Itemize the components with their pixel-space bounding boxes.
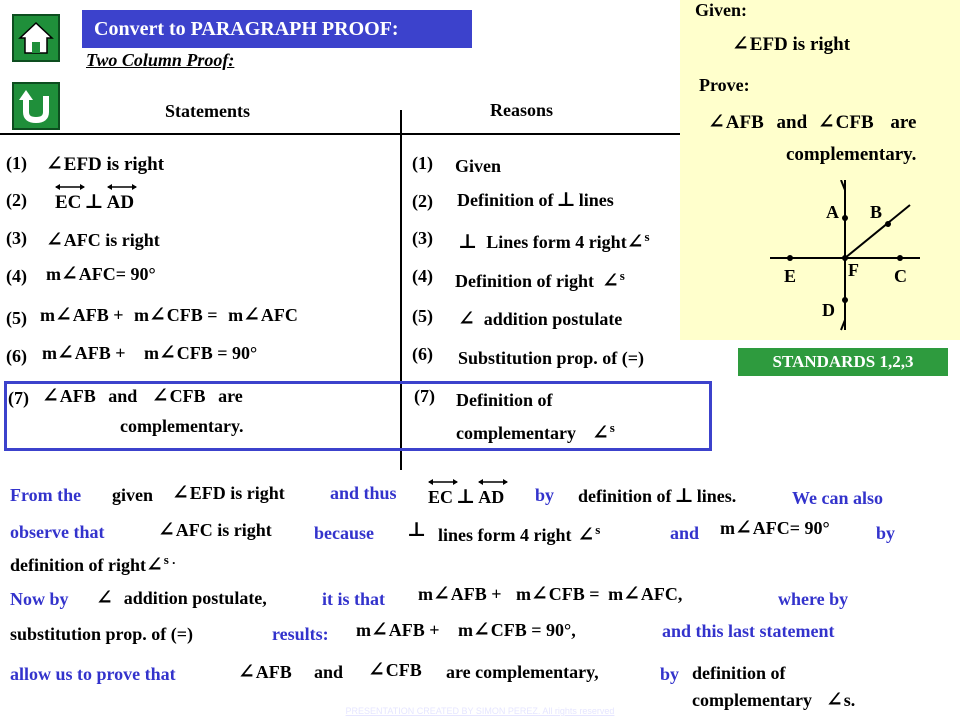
point-label-a: A — [826, 202, 839, 222]
perpendicular-icon: ⊥ — [456, 486, 476, 508]
reason-number-6: (6) — [412, 344, 433, 364]
para-by-1: by — [535, 485, 555, 505]
line-arrow-icon — [428, 478, 458, 486]
reasons-header: Reasons — [490, 100, 554, 120]
para-by-3: by — [660, 664, 680, 684]
statement-number-3: (3) — [6, 228, 27, 248]
statement-4: m∠AFC= 90° — [46, 263, 156, 285]
para-now-by: Now by — [10, 589, 69, 609]
angle-icon: ∠ — [46, 229, 63, 251]
reason-number-7: (7) — [414, 386, 435, 406]
home-button[interactable] — [12, 14, 60, 62]
statements-header: Statements — [165, 101, 250, 121]
angle-icon: ∠ — [458, 308, 475, 330]
angle-icon: ∠ — [591, 422, 609, 444]
reason-number-5: (5) — [412, 306, 433, 326]
standards-badge: STANDARDS 1,2,3 — [738, 348, 948, 376]
reason-7: Definition of — [456, 390, 553, 410]
prove-label: Prove: — [699, 75, 750, 95]
para-sum-equation: m∠AFB + m∠CFB = m∠AFC, — [418, 583, 683, 605]
perpendicular-icon: ⊥ — [458, 231, 478, 253]
statement-1: ∠EFD is right — [46, 153, 165, 175]
angle-icon: ∠ — [172, 482, 189, 504]
para-last-statement: and this last statement — [662, 621, 835, 641]
reason-2: Definition of ⊥ lines — [457, 189, 614, 211]
para-it-is-that: it is that — [322, 589, 385, 609]
para-from-the: From the — [10, 485, 82, 505]
reason-number-3: (3) — [412, 228, 433, 248]
para-where-by: where by — [778, 589, 849, 609]
para-observe-that: observe that — [10, 522, 105, 542]
para-lines-form: lines form 4 right ∠$^s$ — [438, 522, 601, 546]
angle-icon: ∠ — [42, 385, 59, 407]
perpendicular-icon: ⊥ — [407, 519, 427, 541]
point-label-f: F — [848, 260, 859, 280]
angle-icon: ∠ — [96, 587, 113, 609]
statement-5: m∠AFB + m∠CFB = m∠AFC — [40, 304, 298, 326]
reason-number-2: (2) — [412, 191, 433, 211]
para-afc-right: ∠AFC is right — [158, 519, 272, 541]
angle-icon: ∠ — [238, 661, 255, 683]
statement-number-4: (4) — [6, 266, 27, 286]
perpendicular-icon: ⊥ — [556, 189, 576, 211]
para-results: results: — [272, 624, 329, 644]
angle-icon: ∠ — [57, 342, 74, 364]
angle-icon: ∠ — [708, 111, 725, 133]
statement-number-6: (6) — [6, 346, 27, 366]
angle-icon: ∠ — [735, 517, 752, 539]
para-afb: ∠AFB — [238, 661, 292, 683]
para-cfb: ∠CFB — [368, 659, 422, 681]
angle-icon: ∠ — [368, 659, 385, 681]
para-efd-right: ∠EFD is right — [172, 482, 285, 504]
angle-icon: ∠ — [577, 524, 595, 546]
return-button[interactable] — [12, 82, 60, 130]
para-ec-perp-ad: EC ⊥ AD — [428, 487, 504, 508]
point-label-d: D — [822, 300, 835, 320]
angle-icon: ∠ — [149, 304, 166, 326]
reason-3: ⊥ Lines form 4 right∠$^s$ — [458, 229, 650, 253]
para-given: given — [112, 485, 154, 505]
reason-number-1: (1) — [412, 153, 433, 173]
reason-5: ∠ addition postulate — [458, 308, 623, 330]
copyright-footer: PRESENTATION CREATED BY SIMON PEREZ. All rights reserved — [345, 706, 615, 716]
line-arrow-icon — [55, 183, 85, 191]
angle-icon: ∠ — [159, 342, 176, 364]
perpendicular-icon: ⊥ — [84, 191, 104, 213]
para-we-can-also: We can also — [792, 488, 884, 508]
statement-number-2: (2) — [6, 190, 27, 210]
angle-icon: ∠ — [146, 554, 163, 576]
para-allow-us: allow us to prove that — [10, 664, 176, 684]
perpendicular-lines-figure — [740, 180, 940, 340]
point-label-e: E — [784, 266, 797, 286]
para-and-thus: and thus — [330, 483, 397, 503]
given-label: Given: — [695, 0, 747, 20]
angle-icon: ∠ — [473, 619, 490, 641]
subtitle: Two Column Proof: — [86, 50, 235, 70]
prove-statement-line1: ∠AFB and ∠CFB are — [708, 111, 917, 133]
table-header-divider — [0, 133, 680, 135]
statement-7: ∠AFB and ∠CFB are — [42, 385, 243, 407]
angle-icon: ∠ — [623, 583, 640, 605]
reason-6: Substitution prop. of (=) — [458, 348, 644, 368]
angle-icon: ∠ — [433, 583, 450, 605]
return-arrow-icon — [14, 84, 58, 128]
statement-6: m∠AFB + m∠CFB = 90° — [42, 342, 258, 364]
angle-icon: ∠ — [602, 270, 619, 292]
angle-icon: ∠ — [371, 619, 388, 641]
reason-7-continued: complementary ∠$^s$ — [456, 420, 615, 444]
angle-icon: ∠ — [158, 519, 175, 541]
reason-1: Given — [455, 156, 502, 176]
statement-3: ∠AFC is right — [46, 229, 160, 251]
given-statement: ∠EFD is right — [732, 33, 851, 55]
statement-number-1: (1) — [6, 153, 27, 173]
statement-number-7: (7) — [8, 388, 29, 408]
angle-icon: ∠ — [61, 263, 78, 285]
para-substitution: substitution prop. of (=) — [10, 624, 193, 644]
para-def-perp-lines: definition of ⊥ lines. — [578, 485, 737, 507]
statement-number-5: (5) — [6, 308, 27, 328]
reason-number-4: (4) — [412, 266, 433, 286]
angle-icon: ∠ — [55, 304, 72, 326]
para-perp-symbol — [404, 520, 429, 541]
angle-icon: ∠ — [817, 111, 835, 133]
point-label-b: B — [870, 202, 883, 222]
angle-icon: ∠ — [151, 385, 169, 407]
para-addition-postulate: ∠ addition postulate, — [96, 587, 267, 609]
prove-statement-line2: complementary. — [786, 144, 917, 165]
angle-icon: ∠ — [46, 153, 63, 175]
para-def-right: definition of right∠$^{s .}$ — [10, 552, 176, 576]
para-and-2: and — [314, 662, 344, 682]
angle-icon: ∠ — [626, 231, 644, 253]
perpendicular-icon: ⊥ — [674, 485, 694, 507]
reason-4: Definition of right ∠$^s$ — [455, 268, 625, 292]
para-are-complementary: are complementary, — [446, 662, 599, 682]
para-def-of: definition of — [692, 663, 786, 683]
angle-icon: ∠ — [732, 33, 749, 55]
statement-7-continued: complementary. — [120, 416, 244, 436]
angle-icon: ∠ — [531, 583, 548, 605]
point-label-c: C — [894, 266, 907, 286]
line-arrow-icon — [478, 478, 508, 486]
para-m-afc-90: m∠AFC= 90° — [720, 517, 830, 539]
title-banner — [82, 10, 472, 48]
para-because: because — [314, 523, 374, 543]
angle-icon: ∠ — [243, 304, 260, 326]
para-by-2: by — [876, 523, 896, 543]
statement-2: EC ⊥ AD — [55, 192, 134, 214]
line-arrow-icon — [107, 183, 137, 191]
home-icon — [14, 16, 58, 60]
para-complementary-s: complementary ∠s. — [692, 689, 856, 711]
page-title: Convert to PARAGRAPH PROOF: — [94, 18, 399, 40]
para-and-1: and — [670, 523, 700, 543]
angle-icon: ∠ — [825, 689, 843, 711]
para-sum-90: m∠AFB + m∠CFB = 90°, — [356, 619, 576, 641]
